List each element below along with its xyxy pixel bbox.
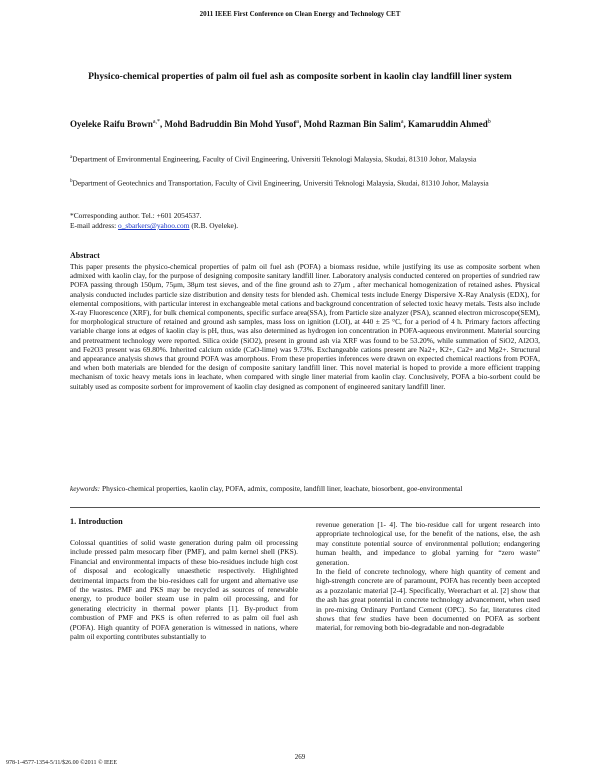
intro-left-column: [70, 538, 298, 641]
affiliation-a: [70, 153, 540, 165]
affiliation-b: [70, 177, 540, 189]
section-divider: [70, 507, 540, 508]
keywords-text: Physico-chemical properties, kaolin clay, POFA, admix, composite, landfill liner, leachate, biosorbent, goe-environmental: [100, 484, 463, 493]
email-line: [70, 221, 540, 231]
intro-right-paragraph-1: revenue generation [1- 4]. The bio-residue call for urgent research into appropriate technological use, for the benefit of the nations, else, the ash may constitute potential source of environmental pollution; endangering human health, and impedance to global yarning for “zero waste” generation.: [316, 520, 540, 567]
author-2: , Mohd Badruddin Bin Mohd Yusof: [160, 119, 297, 129]
abstract-heading: Abstract: [70, 251, 100, 260]
author-2-sup: a: [296, 119, 300, 125]
author-3-sup: a: [400, 119, 404, 125]
affiliation-b-label: b: [70, 179, 73, 184]
conference-header: 2011 IEEE First Conference on Clean Energy and Technology CET: [199, 10, 401, 18]
intro-left-paragraph: Colossal quantities of solid waste generation during palm oil processing include pressed palm mesocarp fiber (PMF), and palm kernel shell (PKS). Financial and environmental impacts of these bio-residues include high cost of disposal and ecologically unaesthetic respectively. Highlighted detrimental impacts from the bio-residues call for urgent and alternative use of the wastes. PMF and PKS may be recycled as sources of renewable energy, to produce boiler steam use in palm oil processing, and for generating electricity in thermal power plants [1]. By-product from combustion of PMF and PKS is often referred to as palm oil fuel ash (POFA). High quantity of POFA generation is witnessed in nations, where palm oil exporting contributes substantially to: [70, 538, 298, 642]
paper-title: Physico-chemical properties of palm oil fuel ash as composite sorbent in kaolin clay landfill liner system: [88, 71, 512, 82]
abstract-text: This paper presents the physico-chemical properties of palm oil fuel ash (POFA) a biomass residue, while justifying its use as composite sorbent when admixed with kaolin clay, for the purpose of designing composite sanitary landfill liner. Laboratory analysis conducted centered on properties of sundried raw POFA passing through 150μm, 75μm, 38μm test sieves, and of the fine ground ash to 27μm , after mechanical homogenization of retained ashes. Physical analysis conducted includes particle size distribution and density tests for blended ash. Chemical tests include Energy Dispersive X-Ray Analysis (EDX), for elemental compositions, with particular interest in exchangeable metal cations and background concentration of selected toxic heavy metals. Tests also include X-ray Fluorescence (XRF), for bulk chemical components, specific surface area(SSA), from Particle size analyzer (PSA), scanned electron microscope(SEM), for morphological structure of retained and ground ash samples, mass loss on ignition (LOI), at 440 ± 25 °C, for a period of 4 h. Primary factors affecting variable charge ions at edges of kaolin clay is pH, thus, was also determined as hydrogen ion concentration in POFA-aqueous environment. Material sourcing and pretreatment technology were reported. Silica oxide (SiO2), present in ground ash via XRF was found to be 53.20%, while summation of SiO2, Al2O3, and Fe2O3 present was 69.80%. Inherited calcium oxide (CaO-lime) was 9.73%. Exchangeable cations present are Na2+, K2+, Ca2+ and Mg2+. Structural and appearance analysis shows that ground POFA was amorphous. From these properties inferences were drawn on expected chemical reactions from POFA, and when both materials are blended for the design of composite sanitary landfill liner. This novel material is hoped to provide a more efficient trapping mechanism of toxic heavy metals ions in leachate, when compared with single liner material from kaolin clay. Conclusively, POFA a bio-sorbent could be suitably used as composite sorbent for improvement of kaolin clay designed as component of engineered sanitary landfill liner.: [70, 262, 540, 391]
intro-right-column: [316, 520, 540, 633]
page-number: 269: [294, 753, 306, 761]
author-list: [70, 116, 540, 131]
intro-right-paragraph-2: In the field of concrete technology, where high quantity of cement and high-strength concrete are of paramount, POFA has recently been accepted as a pozzolanic material [2-4]. Specifically, Weerachart et al. [2] show that the ash has great potential in concrete technology advancement, when used in pre-mixing Ordinary Portland Cement (OPC). So far, literatures cited shows that few studies have been documented on POFA as sorbent material, for removing both bio-degradable and non-degradable: [316, 567, 540, 633]
affiliation-b-text: Department of Geotechnics and Transportation, Faculty of Civil Engineering, Universiti Teknologi Malaysia, Skudai, 81310 Johor, Malaysia: [72, 178, 489, 188]
email-suffix: (R.B. Oyeleke).: [189, 221, 239, 230]
keywords-label: keywords:: [70, 484, 101, 493]
email-label: E-mail address:: [70, 221, 119, 230]
author-4-sup: b: [487, 119, 491, 125]
keywords: [70, 484, 540, 494]
author-3: , Mohd Razman Bin Salim: [299, 119, 401, 129]
intro-heading: 1. Introduction: [70, 517, 123, 526]
email-link[interactable]: o_sbarkers@yahoo.com: [118, 221, 190, 230]
author-1: Oyeleke Raifu Brown: [70, 119, 153, 129]
affiliation-a-text: Department of Environmental Engineering, Faculty of Civil Engineering, Universiti Teknologi Malaysia, Skudai, 81310 Johor, Malaysia: [72, 154, 477, 164]
corresponding-author: *Corresponding author. Tel.: +601 2054537.: [70, 211, 202, 220]
affiliation-a-label: a: [70, 155, 73, 160]
author-1-sup: a,*: [152, 119, 161, 125]
isbn-footer: 978-1-4577-1354-5/11/$26.00 ©2011 © IEEE: [6, 760, 117, 766]
author-4: , Kamaruddin Ahmed: [403, 119, 488, 129]
